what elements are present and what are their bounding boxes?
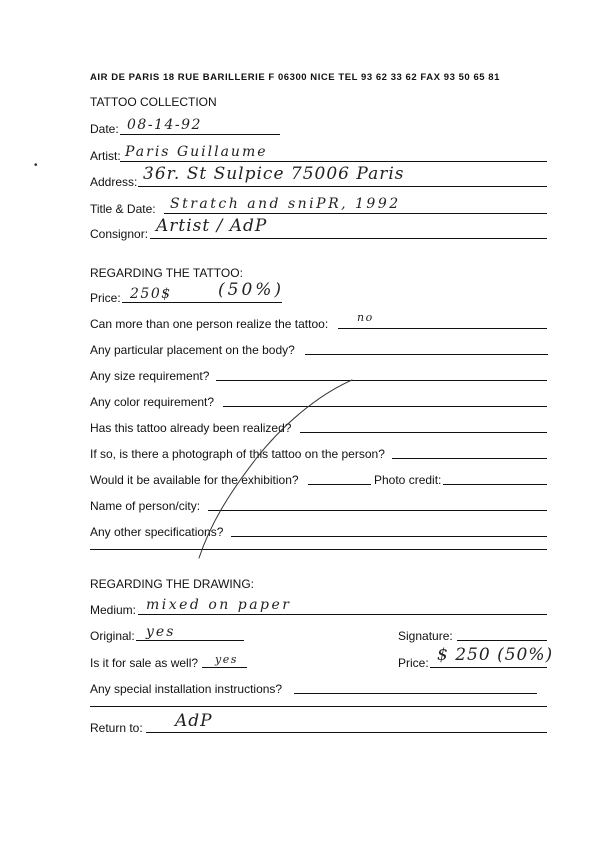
medium-field[interactable]	[138, 614, 547, 615]
date-value: 08-14-92	[127, 117, 202, 133]
address-label: Address:	[90, 175, 138, 189]
drawing-section-heading: REGARDING THE DRAWING:	[90, 577, 255, 591]
original-label: Original:	[90, 629, 135, 643]
drawing-price-value: $ 250 (50%)	[437, 645, 554, 665]
installation-label: Any special installation instructions?	[90, 682, 283, 696]
color-label: Any color requirement?	[90, 395, 215, 409]
medium-label: Medium:	[90, 603, 137, 617]
title-date-value: Stratch and sniPR, 1992	[170, 196, 401, 212]
for-sale-value: yes	[215, 653, 238, 666]
return-to-label: Return to:	[90, 721, 143, 735]
placement-label: Any particular placement on the body?	[90, 343, 295, 357]
photo-label: If so, is there a photograph of this tattoo on the person?	[90, 447, 385, 461]
consignor-label: Consignor:	[90, 227, 149, 241]
realize-label: Can more than one person realize the tattoo:	[90, 317, 329, 331]
letterhead: AIR DE PARIS 18 RUE BARILLERIE F 06300 NICE TEL 93 62 33 62 FAX 93 50 65 81	[90, 72, 500, 83]
date-label: Date:	[90, 122, 119, 136]
address-value: 36r. St Sulpice 75006 Paris	[143, 164, 405, 184]
return-to-field[interactable]	[146, 732, 547, 733]
realize-value: no	[357, 311, 374, 324]
other-specs-label: Any other specifications?	[90, 525, 224, 539]
return-to-value: AdP	[175, 711, 213, 731]
original-value: yes	[146, 624, 176, 640]
stray-mark: •	[34, 160, 38, 171]
signature-label: Signature:	[398, 629, 453, 643]
price-value: 250$	[130, 286, 172, 302]
original-field[interactable]	[136, 640, 244, 641]
tattoo-section-heading: REGARDING THE TATTOO:	[90, 266, 243, 280]
form-title: TATTOO COLLECTION	[90, 95, 217, 109]
artist-label: Artist:	[90, 149, 121, 163]
installation-extra-line[interactable]	[90, 706, 547, 707]
artist-value: Paris Guillaume	[125, 144, 268, 160]
photo-credit-label: Photo credit:	[374, 473, 442, 487]
for-sale-label: Is it for sale as well?	[90, 656, 199, 670]
realized-label: Has this tattoo already been realized?	[90, 421, 292, 435]
person-city-label: Name of person/city:	[90, 499, 201, 513]
drawing-price-label: Price:	[398, 656, 429, 670]
price-label: Price:	[90, 291, 121, 305]
installation-field[interactable]	[294, 693, 537, 694]
consignor-value: Artist / AdP	[156, 216, 268, 236]
medium-value: mixed on paper	[146, 597, 292, 613]
exhibition-label: Would it be available for the exhibition?	[90, 473, 299, 487]
signature-field[interactable]	[457, 640, 547, 641]
size-label: Any size requirement?	[90, 369, 210, 383]
title-date-label: Title & Date:	[90, 202, 156, 216]
drawing-price-field[interactable]	[430, 667, 547, 668]
price-note: (50%)	[218, 280, 285, 300]
